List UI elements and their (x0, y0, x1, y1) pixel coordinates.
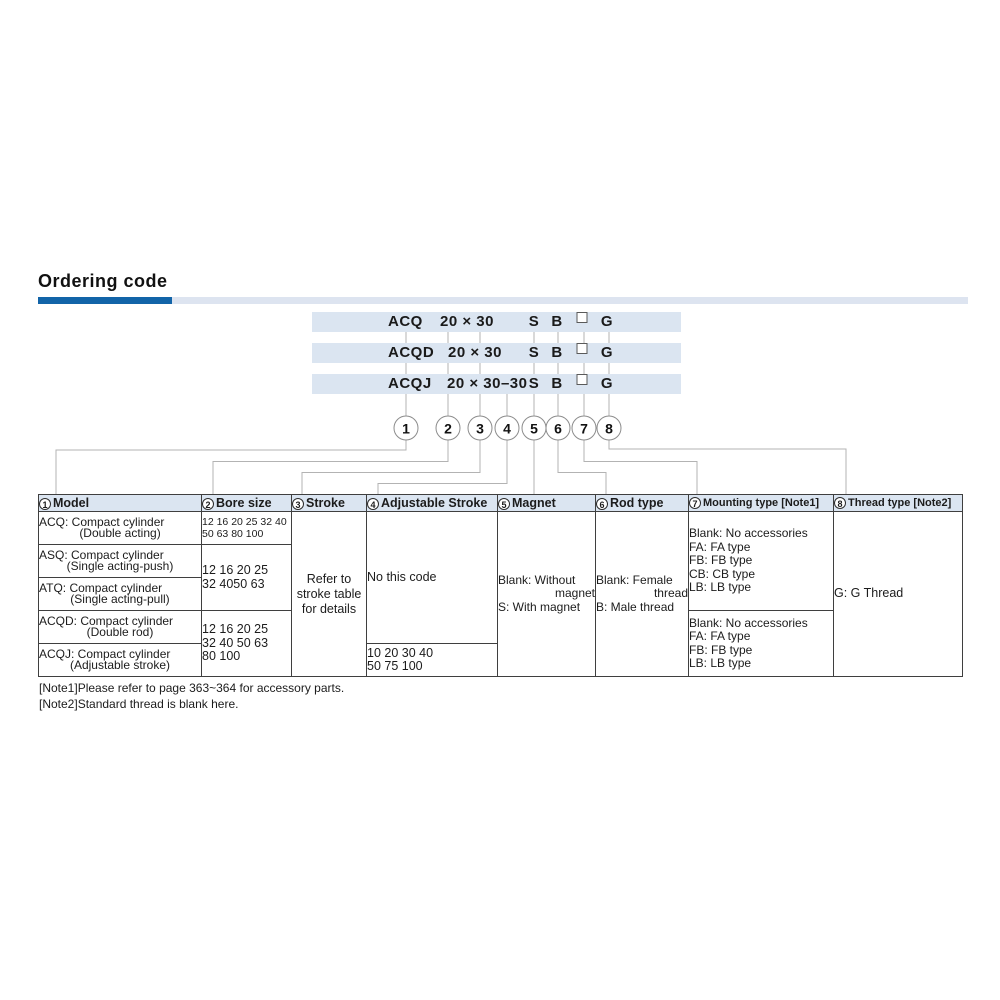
adjustable-stroke-cell-bottom: 10 20 30 40 50 75 100 (367, 644, 498, 677)
code-rod: B (551, 344, 563, 361)
circled-6-icon: 6 (596, 498, 608, 510)
position-marker-8: 8 (597, 416, 622, 441)
model-cell-acqj: ACQJ: Compact cylinder (Adjustable stroke) (39, 644, 202, 677)
mounting-cell-top: Blank: No accessories FA: FA type FB: FB type CB: CB type LB: LB type (689, 512, 834, 611)
code-rod: B (551, 313, 563, 330)
header-thread-type: 8 Thread type [Note2] (834, 495, 963, 512)
code-magnet: S (528, 375, 540, 392)
spec-table-header-row (39, 495, 963, 512)
position-marker-6: 6 (546, 416, 571, 441)
header-model: 1 Model (39, 495, 202, 512)
header-adjustable-stroke: 4 Adjustable Stroke (367, 495, 498, 512)
circled-3-icon: 3 (292, 498, 304, 510)
code-rod: B (551, 375, 563, 392)
circled-5-icon: 5 (498, 498, 510, 510)
position-marker-5: 5 (522, 416, 547, 441)
model-cell-acq: ACQ: Compact cylinder (Double acting) (39, 512, 202, 545)
adjustable-stroke-cell-top: No this code (367, 512, 498, 644)
position-marker-3: 3 (468, 416, 493, 441)
code-bore-stroke: 20 × 30 (448, 344, 502, 361)
position-marker-7: 7 (572, 416, 597, 441)
stroke-cell: Refer to stroke table for details (292, 512, 367, 677)
circled-2-icon: 2 (202, 498, 214, 510)
code-model: ACQ (388, 313, 423, 330)
rod-type-cell: Blank: Female thread B: Male thread (596, 512, 689, 677)
thread-type-cell: G: G Thread (834, 512, 963, 677)
note-1: [Note1]Please refer to page 363~364 for accessory parts. (39, 681, 345, 695)
magnet-cell: Blank: Without magnet S: With magnet (498, 512, 596, 677)
page-title: Ordering code (38, 271, 168, 291)
header-magnet: 5 Magnet (498, 495, 596, 512)
header-bore-size: 2 Bore size (202, 495, 292, 512)
code-magnet: S (528, 313, 540, 330)
code-magnet: S (528, 344, 540, 361)
header-rod-type: 6 Rod type (596, 495, 689, 512)
model-cell-acqd: ACQD: Compact cylinder (Double rod) (39, 611, 202, 644)
code-bore-stroke: 20 × 30 (440, 313, 494, 330)
model-cell-asq: ASQ: Compact cylinder (Single acting-push) (39, 545, 202, 578)
circled-7-icon: 7 (689, 497, 701, 509)
position-marker-4: 4 (495, 416, 520, 441)
position-marker-2: 2 (436, 416, 461, 441)
bore-cell-acqd-acqj: 12 16 20 25 32 40 50 63 80 100 (202, 611, 292, 677)
header-stroke: 3 Stroke (292, 495, 367, 512)
code-thread: G (600, 313, 614, 330)
mounting-cell-bottom: Blank: No accessories FA: FA type FB: FB type LB: LB type (689, 611, 834, 677)
code-model: ACQD (388, 344, 435, 361)
model-cell-atq: ATQ: Compact cylinder (Single acting-pull) (39, 578, 202, 611)
bore-cell-acq: 12 16 20 25 32 40 50 63 80 100 (202, 512, 292, 545)
code-thread: G (600, 375, 614, 392)
position-marker-1: 1 (394, 416, 419, 441)
code-bore-stroke: 20 × 30–30 (447, 375, 528, 392)
table-row-acq (39, 512, 963, 545)
footnotes (39, 681, 344, 712)
header-mounting-type: 7 Mounting type [Note1] (689, 495, 834, 512)
code-thread: G (600, 344, 614, 361)
circled-1-icon: 1 (39, 498, 51, 510)
note-2: [Note2]Standard thread is blank here. (39, 696, 239, 711)
bore-cell-asq-atq: 12 16 20 25 32 4050 63 (202, 545, 292, 611)
circled-4-icon: 4 (367, 498, 379, 510)
code-model: ACQJ (388, 375, 432, 392)
spec-table (38, 494, 963, 677)
circled-8-icon: 8 (834, 497, 846, 509)
